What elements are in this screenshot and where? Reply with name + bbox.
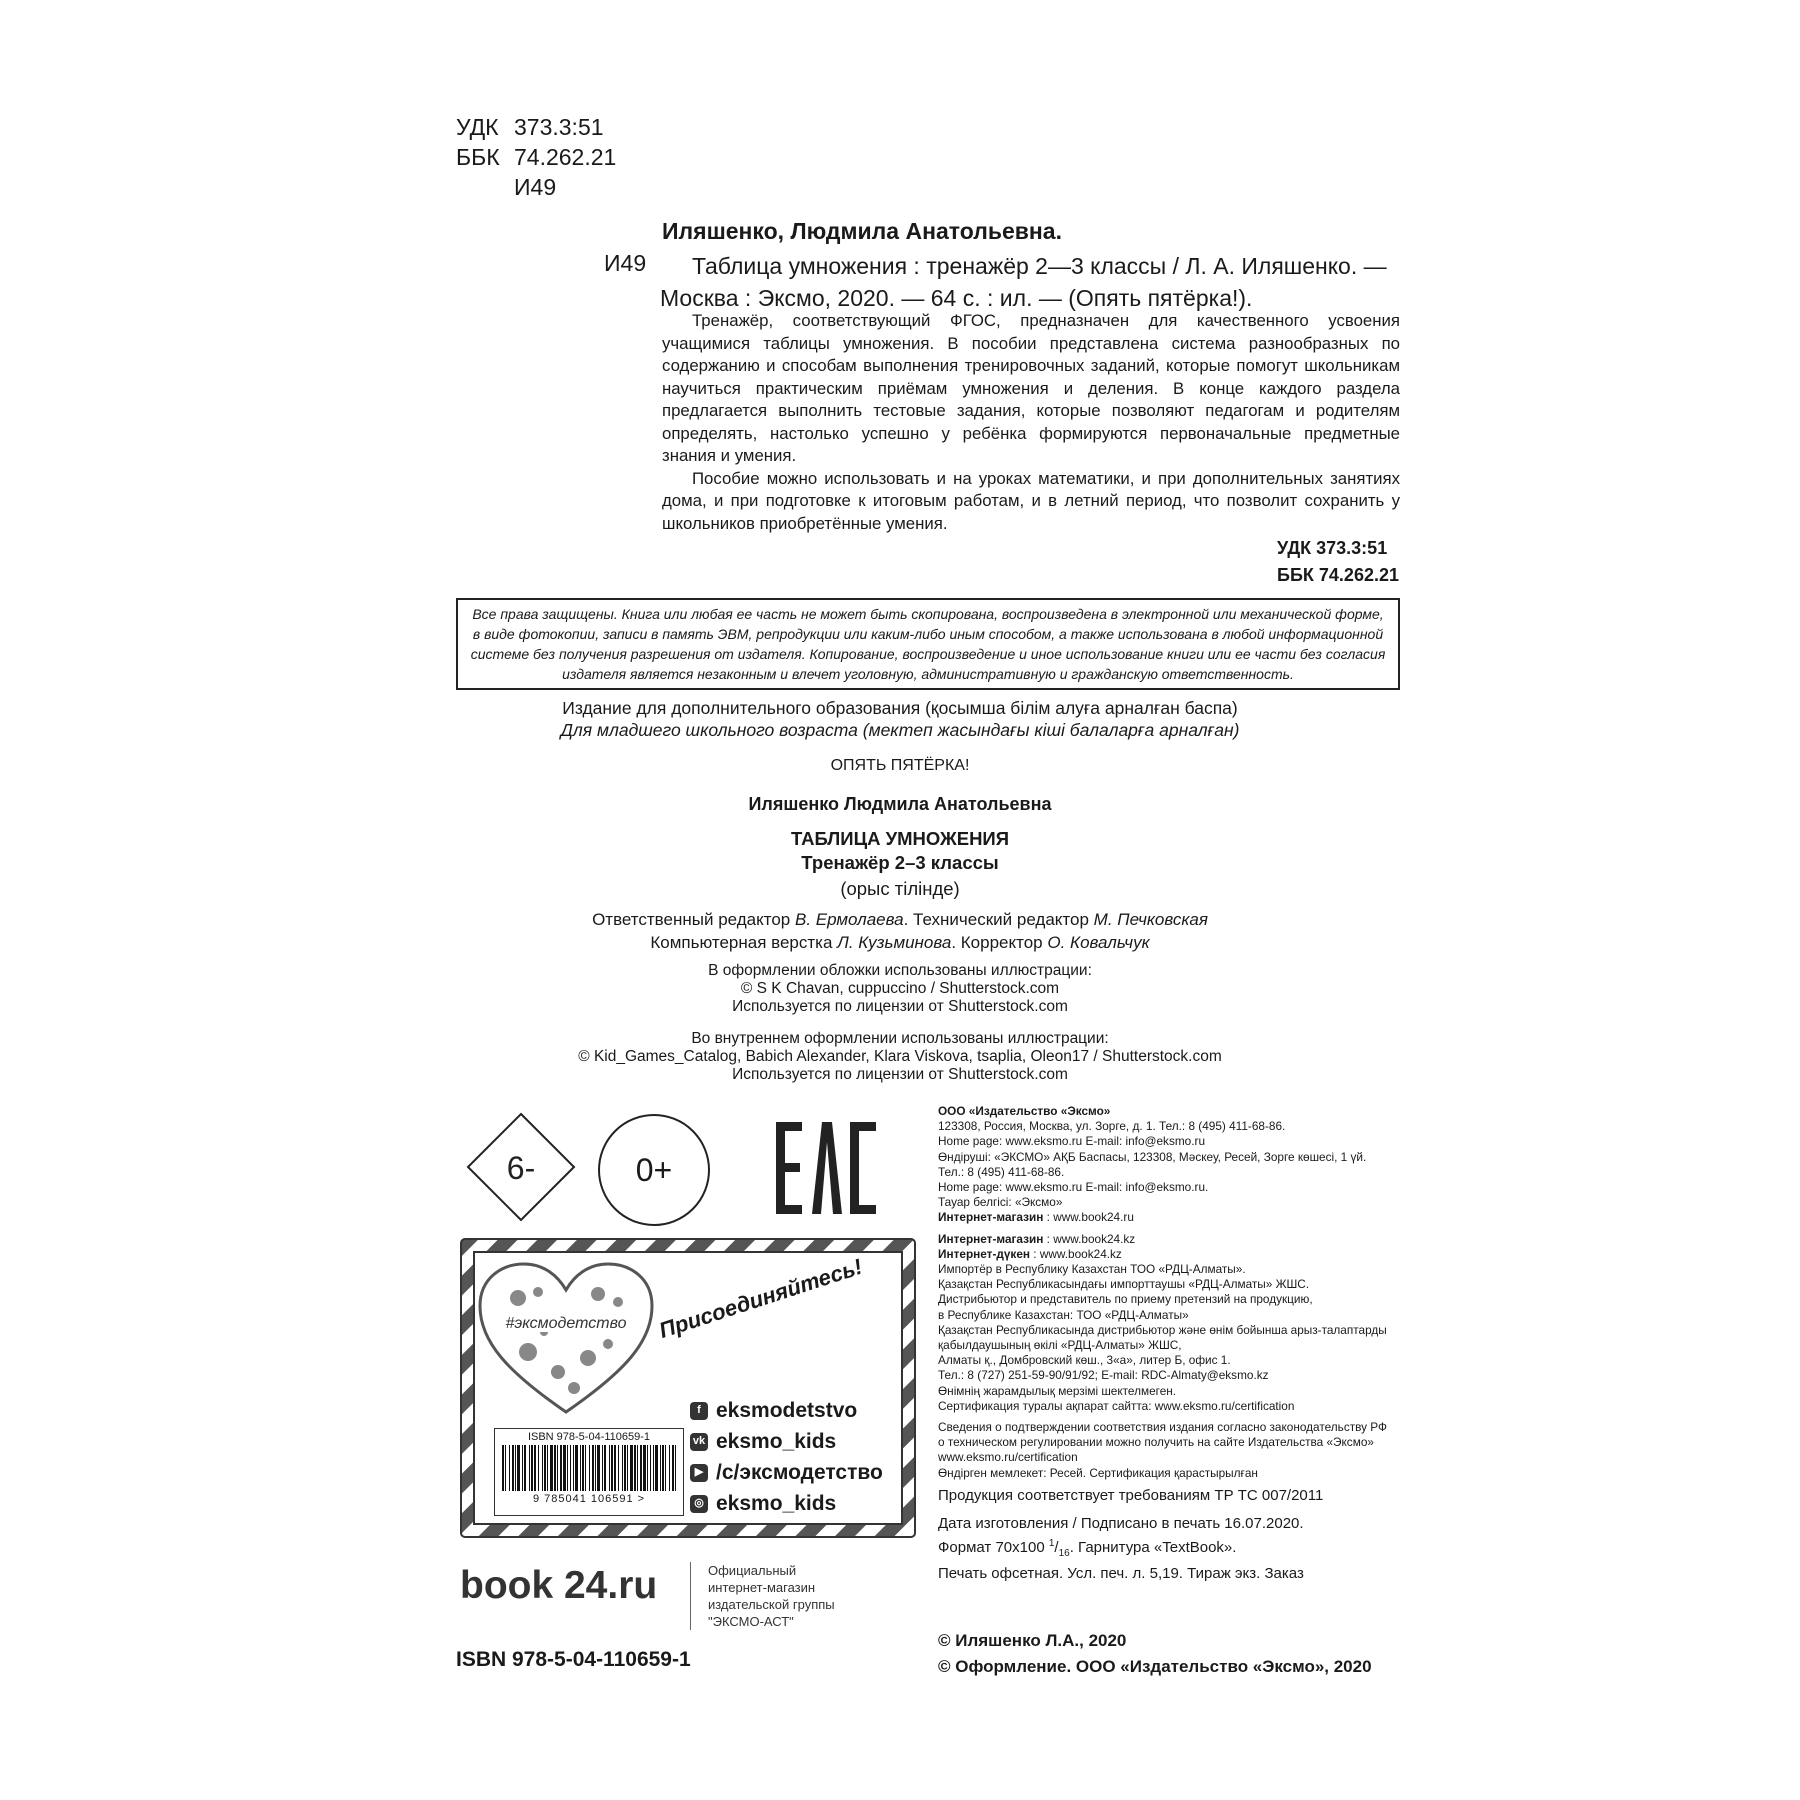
layout-label: Компьютерная верстка xyxy=(650,933,833,952)
barcode-bar xyxy=(554,1445,556,1491)
layout-name: Л. Кузьминова xyxy=(837,933,952,952)
cover-illustrations xyxy=(0,962,1800,1016)
pub-line: Өндірген мемлекет: Ресей. Сертификация қарастырылған xyxy=(938,1465,1258,1480)
barcode-bar xyxy=(655,1445,658,1491)
book-language: (орыс тілінде) xyxy=(840,878,960,899)
pub-line: Тел.: 8 (495) 411-68-86. xyxy=(938,1164,1065,1179)
age-diamond-mark xyxy=(466,1112,576,1222)
barcode-bar xyxy=(672,1445,674,1491)
barcode-bar xyxy=(624,1445,626,1491)
pub-line: www.eksmo.ru/certification xyxy=(938,1450,1078,1465)
udk-right: УДК 373.3:51 xyxy=(1277,538,1388,558)
barcode-bar xyxy=(585,1445,586,1491)
book24-line: интернет-магазин xyxy=(708,1580,816,1595)
product-line: Дата изготовления / Подписано в печать 16.07.2020. xyxy=(938,1515,1304,1532)
barcode-bar xyxy=(505,1445,506,1491)
pub-shop-url: : www.book24.ru xyxy=(1043,1210,1134,1225)
barcode-bar xyxy=(524,1445,526,1491)
resp-editor-label: Ответственный редактор xyxy=(592,910,791,929)
pub-line: Сертификация туралы ақпарат сайтта: www.eksmo.ru/certification xyxy=(938,1398,1295,1413)
book24-divider xyxy=(690,1562,691,1630)
pub-line: Өнімнің жарамдылық мерзімі шектелмеген. xyxy=(938,1383,1177,1398)
barcode-bar xyxy=(502,1445,504,1491)
hashtag-text: #эксмодетство xyxy=(505,1315,627,1332)
barcode-bar xyxy=(592,1445,594,1491)
copyright-author: © Иляшенко Л.А., 2020 xyxy=(938,1631,1127,1650)
barcode-bar xyxy=(522,1445,523,1491)
barcode-bar xyxy=(611,1445,613,1491)
barcode-bar xyxy=(634,1445,636,1491)
bbk-value: 74.262.21 xyxy=(514,144,617,170)
barcode-bar xyxy=(517,1445,520,1491)
barcode-bar xyxy=(512,1445,514,1491)
barcode-bar xyxy=(534,1445,536,1491)
publisher-info xyxy=(938,1104,1418,1481)
eac-logo xyxy=(776,1122,876,1214)
abstract-paragraph-1: Тренажёр, соответствующий ФГОС, предназначен для качественного усвоения учащимися таблицы умножения. В пособии представлена система разнообразных по содержанию и способам выполнения тренировочных заданий, которые помогут школьникам научиться практическим приёмам умножения и деления. В конце каждого раздела предлагается выполнить тестовые задания, которые позволяют педагогам и родителям определять, настолько успешно у ребёнка формируются первоначальные предметные знания и умения. xyxy=(662,311,1400,465)
join-label: Присоединяйтесь! xyxy=(655,1253,866,1344)
product-line: Печать офсетная. Усл. печ. л. 5,19. Тираж экз. Заказ xyxy=(938,1565,1304,1582)
udk-label: УДК xyxy=(456,114,499,140)
tech-editor-name: М. Печковская xyxy=(1093,910,1208,929)
udk-value: 373.3:51 xyxy=(514,114,604,140)
barcode-bar xyxy=(650,1445,651,1491)
bibliography-title-line2: Москва : Эксмо, 2020. — 64 с. : ил. — (Опять пятёрка!). xyxy=(660,285,1253,311)
barcode-icon xyxy=(496,1443,682,1493)
pub-line: 123308, Россия, Москва, ул. Зорге, д. 1. Тел.: 8 (495) 411-68-86. xyxy=(938,1119,1286,1134)
pub-shop-url: : www.book24.kz xyxy=(1030,1246,1122,1261)
inner-illus-1: Во внутреннем оформлении использованы иллюстрации: xyxy=(691,1030,1109,1047)
facebook-icon: f xyxy=(690,1402,708,1420)
tech-editor-label: . Технический редактор xyxy=(903,910,1089,929)
barcode-bar xyxy=(563,1445,566,1491)
pub-line: Home page: www.eksmo.ru E-mail: info@eksmo.ru xyxy=(938,1134,1206,1149)
corrector-name: О. Ковальчук xyxy=(1047,933,1150,952)
vk-handle: eksmo_kids xyxy=(716,1430,837,1453)
barcode-bar xyxy=(660,1445,661,1491)
barcode-bar xyxy=(647,1445,648,1491)
barcode-bar xyxy=(538,1445,539,1491)
edition-line-2: Для младшего школьного возраста (мектеп жасындағы кіші балаларға арналған) xyxy=(560,720,1240,740)
editors xyxy=(0,908,1800,954)
facebook-link[interactable] xyxy=(690,1395,883,1426)
pub-line: о техническом регулировании можно получить на сайте Издательства «Эксмо» xyxy=(938,1435,1374,1450)
book24-line: Официальный xyxy=(708,1563,797,1578)
vk-icon: vk xyxy=(690,1433,708,1451)
book-subtitle: Тренажёр 2–3 классы xyxy=(801,852,999,873)
rights-notice: Все права защищены. Книга или любая ее часть не может быть скопирована, воспроизведена в электронной или механической форме, в виде фотокопии, записи в память ЭВМ, репродукции или каким-либо иным способом, а также использована в любой информационной системе без получения разрешения от издателя. Копирование, воспроизведение и иное использование книги или ее части без согласия издателя является незаконным и влечет уголовную, административную и гражданскую ответственность. xyxy=(456,598,1400,690)
barcode-bar xyxy=(570,1445,571,1491)
bbk-label: ББК xyxy=(456,144,500,170)
bibliography-title xyxy=(660,250,1392,314)
book24-line: "ЭКСМО-АСТ" xyxy=(708,1614,794,1629)
barcode-bar xyxy=(515,1445,516,1491)
barcode-bar xyxy=(557,1445,558,1491)
format-sup: 1 xyxy=(1048,1538,1055,1549)
product-info xyxy=(938,1486,1323,1584)
barcode-bar xyxy=(560,1445,562,1491)
vk-link[interactable] xyxy=(690,1426,883,1457)
barcode-bar xyxy=(609,1445,610,1491)
pub-line: Қазақстан Республикасындағы импорттаушы «РДЦ-Алматы» ЖШС. xyxy=(938,1277,1310,1292)
heart-doodle xyxy=(478,1262,654,1414)
corrector-label: . Корректор xyxy=(951,933,1043,952)
bibliography-title-line1: Таблица умножения : тренажёр 2—3 классы / Л. А. Иляшенко. — xyxy=(692,253,1387,279)
inner-illus-3: Используется по лицензии от Shutterstock.com xyxy=(732,1066,1068,1083)
barcode-bar xyxy=(547,1445,548,1491)
abstract xyxy=(662,310,1400,535)
barcode-bar xyxy=(640,1445,642,1491)
barcode-bar xyxy=(589,1445,590,1491)
barcode-bar xyxy=(602,1445,603,1491)
barcode-isbn: ISBN 978-5-04-110659-1 xyxy=(527,1431,651,1443)
product-line: Продукция соответствует требованиям ТР ТС 007/2011 xyxy=(938,1487,1324,1504)
barcode-bar xyxy=(509,1445,510,1491)
barcode-bar xyxy=(582,1445,584,1491)
barcode-bar xyxy=(573,1445,574,1491)
pub-shop-label: Интернет-магазин xyxy=(938,1231,1044,1246)
edition-line-1: Издание для дополнительного образования (қосымша білім алуға арналған баспа) xyxy=(562,698,1238,718)
cover-illus-1: В оформлении обложки использованы иллюстрации: xyxy=(708,962,1092,979)
age-circle-text: 0+ xyxy=(635,1151,673,1188)
barcode-bar xyxy=(550,1445,553,1491)
barcode-bar xyxy=(531,1445,533,1491)
pub-line: Алматы қ., Домбровский көш., 3«а», литер Б, офис 1. xyxy=(938,1353,1231,1368)
format-font: . Гарнитура «TextBook». xyxy=(1069,1539,1237,1556)
barcode-bar xyxy=(597,1445,600,1491)
book24-line: издательской группы xyxy=(708,1597,835,1612)
cover-illus-3: Используется по лицензии от Shutterstock.com xyxy=(732,998,1068,1015)
barcode-bar xyxy=(665,1445,666,1491)
pub-shop-url: : www.book24.kz xyxy=(1043,1231,1136,1246)
youtube-link[interactable] xyxy=(690,1457,883,1488)
barcode-bar xyxy=(544,1445,546,1491)
resp-editor-name: В. Ермолаева xyxy=(794,910,904,929)
book-title: ТАБЛИЦА УМНОЖЕНИЯ xyxy=(790,828,1010,849)
book24-logo: book 24.ru xyxy=(460,1564,658,1607)
instagram-link[interactable] xyxy=(690,1488,883,1519)
format-text: Формат 70x100 xyxy=(938,1539,1049,1556)
barcode-bar xyxy=(643,1445,646,1491)
copyright xyxy=(938,1628,1372,1680)
pub-line: Өндіруші: «ЭКСМО» АҚБ Баспасы, 123308, Мәскеу, Ресей, Зорге көшесі, 1 үй. xyxy=(938,1149,1367,1164)
publisher-name: ООО «Издательство «Эксмо» xyxy=(938,1104,1111,1118)
pub-line: Тел.: 8 (727) 251-59-90/91/92; E-mail: RDC-Almaty@eksmo.kz xyxy=(938,1368,1269,1383)
bibliography-code: И49 xyxy=(604,250,647,276)
classification-codes xyxy=(456,112,616,202)
youtube-handle: /c/эксмодетство xyxy=(716,1461,883,1484)
format-sub: 16 xyxy=(1058,1548,1070,1559)
pub-line: Импортёр в Республику Казахстан ТОО «РДЦ-Алматы». xyxy=(938,1262,1246,1277)
classification-codes-right xyxy=(1277,535,1399,589)
format-slash: / xyxy=(1054,1539,1059,1556)
barcode-bar xyxy=(637,1445,638,1491)
barcode-bar xyxy=(630,1445,633,1491)
copyright-design: © Оформление. ООО «Издательство «Эксмо», 2020 xyxy=(938,1657,1372,1676)
pub-line: Home page: www.eksmo.ru E-mail: info@eksmo.ru. xyxy=(938,1180,1209,1195)
cover-illus-2: © S K Chavan, cuppuccino / Shutterstock.com xyxy=(740,980,1060,997)
barcode-bar xyxy=(622,1445,623,1491)
bibliography-author: Иляшенко, Людмила Анатольевна. xyxy=(662,218,1062,244)
instagram-handle: eksmo_kids xyxy=(716,1492,837,1515)
author-sign: И49 xyxy=(514,174,557,200)
barcode-bar xyxy=(653,1445,654,1491)
pub-line: Дистрибьютор и представитель по приему претензий на продукцию, xyxy=(938,1292,1313,1307)
age-circle-mark xyxy=(598,1114,710,1226)
product-format xyxy=(938,1534,1323,1564)
pub-line: Тауар белгісі: «Эксмо» xyxy=(938,1195,1063,1210)
inner-illus-2: © Kid_Games_Catalog, Babich Alexander, Klara Viskova, tsaplia, Oleon17 / Shutterstock.com xyxy=(578,1048,1222,1065)
pub-line: в Республике Казахстан: ТОО «РДЦ-Алматы» xyxy=(938,1307,1189,1322)
barcode-bar xyxy=(580,1445,581,1491)
pub-shop-label: Интернет-дүкен xyxy=(938,1246,1031,1261)
book24-caption xyxy=(708,1562,835,1630)
barcode-box xyxy=(494,1428,684,1516)
social-links xyxy=(690,1395,883,1519)
barcode-bar xyxy=(627,1445,628,1491)
youtube-icon: ▶ xyxy=(690,1464,708,1482)
barcode-bar xyxy=(669,1445,670,1491)
abstract-paragraph-2: Пособие можно использовать и на уроках математики, и при дополнительных занятиях дома, и при подготовке к итоговым работам, и в летний период, что позволит сохранить у школьников приобретённые умения. xyxy=(662,468,1400,533)
barcode-bar xyxy=(595,1445,596,1491)
instagram-icon: ◎ xyxy=(690,1495,708,1513)
barcode-bar xyxy=(675,1445,676,1491)
barcode-bar xyxy=(575,1445,578,1491)
barcode-bar xyxy=(614,1445,616,1491)
pub-line: қабылдаушының өкілі «РДЦ-Алматы» ЖШС, xyxy=(938,1338,1182,1353)
barcode-bar xyxy=(618,1445,619,1491)
age-diamond-text: 6- xyxy=(506,1150,536,1186)
barcode-digits: 9 785041 106591 > xyxy=(532,1493,646,1505)
barcode-bar xyxy=(604,1445,606,1491)
pub-line: Қазақстан Республикасында дистрибьютор және өнім бойынша арыз-талаптарды xyxy=(938,1322,1387,1337)
barcode-bar xyxy=(662,1445,664,1491)
barcode-bar xyxy=(567,1445,568,1491)
barcode-bar xyxy=(542,1445,543,1491)
bbk-right: ББК 74.262.21 xyxy=(1277,565,1399,585)
facebook-handle: eksmodetstvo xyxy=(716,1399,858,1422)
series-name: ОПЯТЬ ПЯТЁРКА! xyxy=(830,757,970,774)
author-name: Иляшенко Людмила Анатольевна xyxy=(748,794,1052,814)
inner-illustrations xyxy=(0,1030,1800,1084)
pub-line: Сведения о подтверждении соответствия издания согласно законодательству РФ xyxy=(938,1420,1388,1435)
barcode-bar xyxy=(529,1445,530,1491)
pub-shop-label: Интернет-магазин xyxy=(938,1210,1044,1225)
isbn: ISBN 978-5-04-110659-1 xyxy=(456,1648,691,1671)
